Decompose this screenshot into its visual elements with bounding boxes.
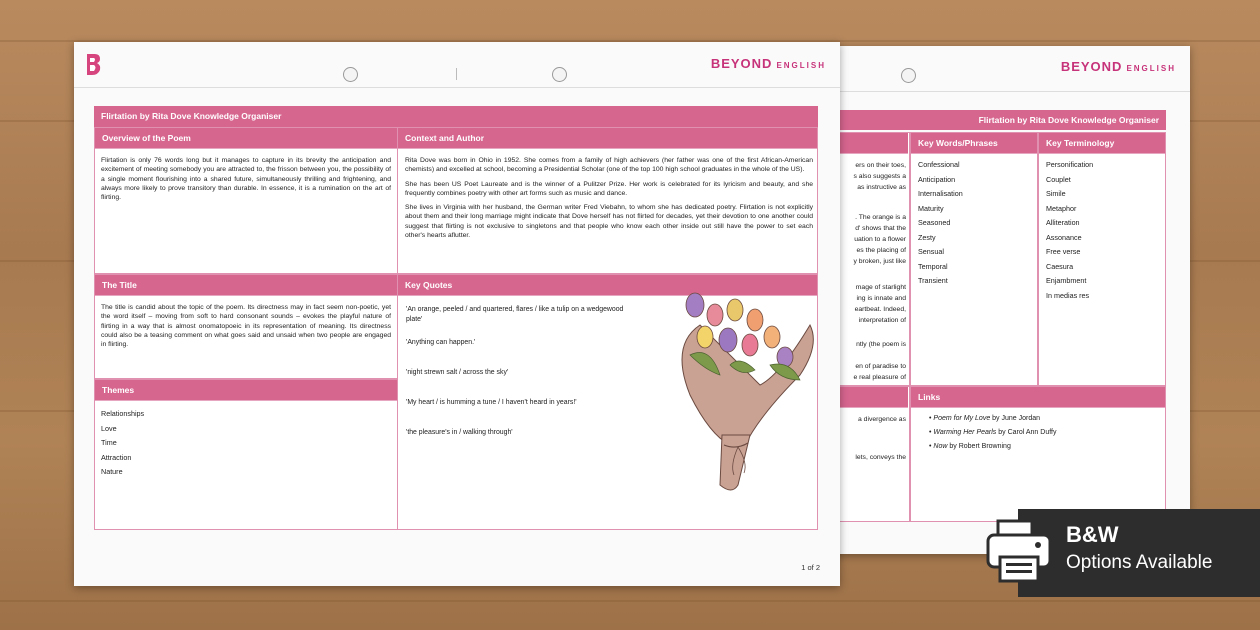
list-item: In medias res (1046, 290, 1090, 300)
themes-cell (94, 379, 398, 530)
list-item: Maturity (918, 203, 944, 213)
list-item: Internalisation (918, 189, 963, 198)
back-page (830, 46, 1190, 554)
quote-item: 'night strewn salt / across the sky' (406, 369, 509, 376)
link-item[interactable]: • Poem for My Love by June Jordan (929, 415, 1041, 422)
partial-text: ers on their toes, s also suggests a as instructive as . The orange is a d' shows that the uation to a flower es the placing of y broken, just like mage of starlight ing is innate and eartbeat. Indeed, interpretation of ntly (the poem is en of paradise to e real pleasure of (853, 162, 906, 381)
tulip-bouquet-image (660, 285, 820, 501)
key-words-list (918, 160, 963, 291)
list-item: Free verse (1046, 247, 1081, 256)
title-cell (94, 274, 398, 379)
key-terminology-list (1046, 160, 1093, 305)
themes-list (101, 409, 144, 482)
list-item: Enjambment (1046, 276, 1087, 285)
context-cell (397, 127, 818, 274)
beyond-logo-icon (84, 52, 102, 76)
overview-heading: Overview of the Poem (95, 128, 397, 149)
list-item: Time (101, 438, 117, 447)
quotes-cell (397, 274, 818, 530)
partial-text: a divergence as lets, conveys the (855, 416, 906, 461)
punch-hole (901, 68, 916, 83)
links-heading: Links (911, 387, 1165, 408)
list-item: Couplet (1046, 174, 1071, 184)
quote-item: 'An orange, peeled / and quartered, flares / like a tulip on a wedgewood plate' (406, 306, 624, 323)
key-words-heading: Key Words/Phrases (911, 133, 1037, 154)
wood-grain (0, 600, 1260, 602)
punch-hole (343, 67, 358, 82)
bw-title: B&W (1066, 522, 1119, 547)
list-item: Love (101, 423, 117, 433)
list-item: Temporal (918, 261, 948, 271)
link-item[interactable]: • Warming Her Pearls by Carol Ann Duffy (929, 429, 1057, 436)
header-rule (74, 87, 840, 88)
list-item: Sensual (918, 247, 944, 256)
quote-item: 'Anything can happen.' (406, 339, 476, 346)
page-title: Flirtation by Rita Dove Knowledge Organiser (830, 110, 1166, 130)
punch-hole (552, 67, 567, 82)
quotes-heading: Key Quotes (398, 275, 817, 296)
list-item: Simile (1046, 189, 1066, 198)
key-terminology-heading: Key Terminology (1039, 133, 1165, 154)
list-item: Personification (1046, 160, 1094, 169)
list-item: Nature (101, 467, 123, 476)
fold-mark (456, 68, 457, 80)
quote-item: 'the pleasure's in / walking through' (406, 429, 513, 436)
list-item: Attraction (101, 452, 132, 462)
header-rule (830, 91, 1190, 92)
overview-cell (94, 127, 398, 274)
context-text: Rita Dove was born in Ohio in 1952. She comes from a family of high achievers (her father was one of the first African-American chemists) and excelled at school, becoming a Presidential Scholar (one of the top 100 high school graduates in the whole of the US). She has been US Poet Laureate and is the winner of a Pulitzer Prize. Her work is celebrated for its lyricism and beauty, and she frequently combines poetry with other art forms such as music and dance. She lives in Virginia with her husband, the German writer Fred Viebahn, to whom she has dedicated poetry. Flirtation is not explicitly about them and their long marriage might indicate that Dove herself has not flirted for decades, yet their devotion to one another could suggest that flirting is not exclusive to singletons and that people who know each other inside out still have the power to set each other's hearts aflutter. (405, 157, 813, 240)
front-page (74, 42, 840, 586)
brand-logo-text: BEYOND ENGLISH (710, 56, 826, 71)
link-item[interactable]: • Now by Robert Browning (929, 443, 1011, 450)
cell-heading (830, 133, 908, 154)
cell-heading (830, 387, 908, 408)
bw-subtitle: Options Available (1066, 552, 1213, 573)
list-item: Metaphor (1046, 203, 1077, 213)
quotes-list (406, 305, 626, 436)
brand-logo-text: BEYOND ENGLISH (1060, 59, 1176, 74)
page-title: Flirtation by Rita Dove Knowledge Organiser (94, 106, 818, 127)
overview-text: Flirtation is only 76 words long but it manages to capture in its brevity the anticipation and excitement of meeting somebody you are attracted to, the frisson between you, the possibility of a single moment flourishing into a shared future, simultaneously thrilling and frightening, and always more likely to prove transitory than durable. In essence, it is a rumination on the art of flirting. (101, 157, 391, 202)
links-list (929, 415, 1056, 457)
partial-cell-lower (830, 386, 910, 522)
list-item: Confessional (918, 160, 960, 169)
list-item: Relationships (101, 409, 145, 418)
themes-heading: Themes (95, 380, 397, 401)
list-item: Zesty (918, 232, 936, 242)
list-item: Alliteration (1046, 218, 1080, 227)
printer-icon (984, 519, 1054, 585)
context-heading: Context and Author (398, 128, 817, 149)
quote-item: 'My heart / is humming a tune / I haven't heard in years!' (406, 399, 577, 406)
list-item: Assonance (1046, 232, 1082, 242)
bw-options-badge (1018, 509, 1260, 597)
list-item: Anticipation (918, 174, 956, 184)
key-terminology-cell (1038, 132, 1166, 386)
page-number: 1 of 2 (801, 563, 820, 572)
key-words-cell (910, 132, 1038, 386)
title-text: The title is candid about the topic of the poem. Its directness may in fact seem non-poetic, yet the word itself – moving from soft to hard consonant sounds – evokes the playful nature of flirting in a way that is almost onomatopoeic in its representation of meaning. Its directness could also be a teasing comment on what goes said and unsaid when two people are engaged in flirting. (101, 304, 391, 349)
title-heading: The Title (95, 275, 397, 296)
links-cell (910, 386, 1166, 522)
list-item: Seasoned (918, 218, 951, 227)
list-item: Transient (918, 276, 948, 285)
overview-cell-partial (830, 132, 910, 386)
list-item: Caesura (1046, 261, 1074, 271)
